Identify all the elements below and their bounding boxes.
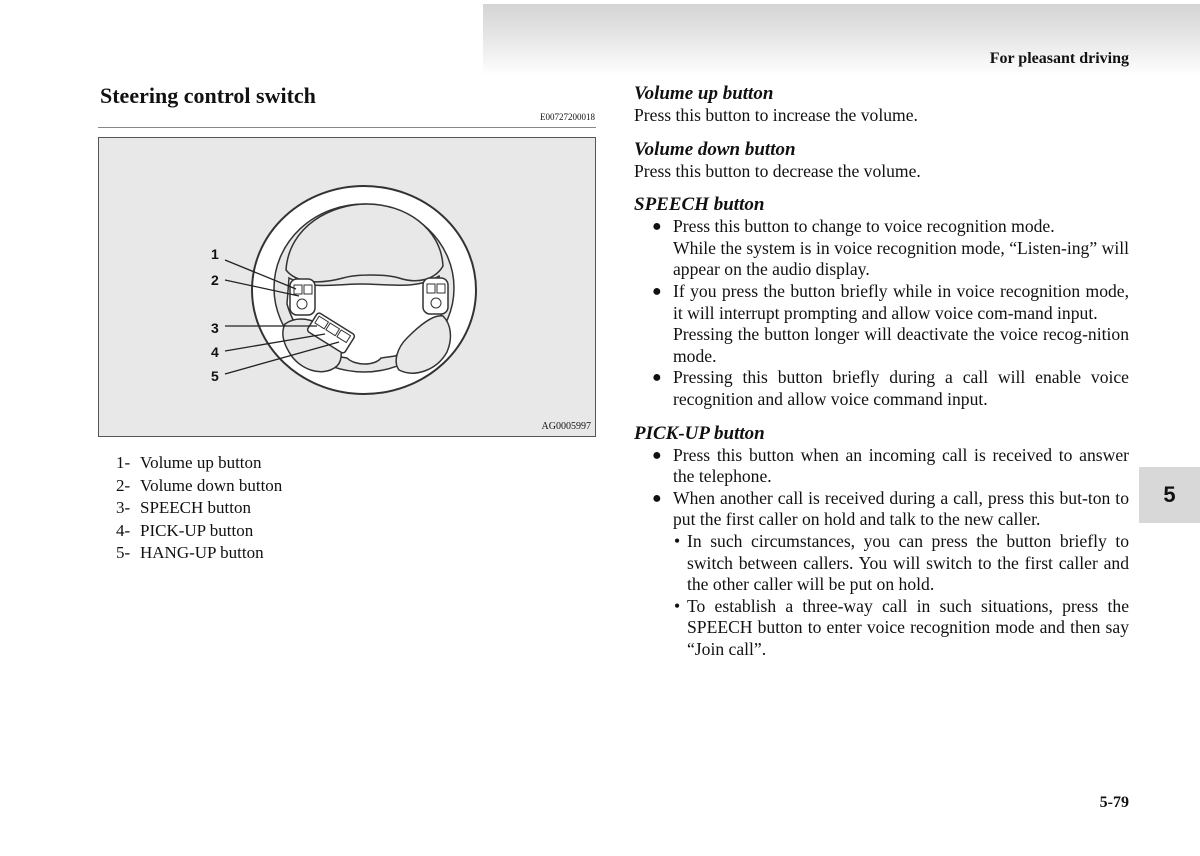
- right-pad-key-b: [437, 284, 445, 293]
- instructions-column: [634, 83, 1129, 660]
- bullet-dot-icon: ●: [652, 446, 662, 464]
- pick-up-subbullet-2: [634, 596, 1129, 661]
- steering-wheel-illustration: [99, 138, 595, 436]
- bullet-text: Pressing this button briefly during a call will enable voice recognition and allow voice command input.: [673, 367, 1129, 409]
- figure-code: AG0005997: [541, 421, 591, 432]
- speech-bullet-2-continuation: Pressing the button longer will deactivate the voice recog-nition mode.: [673, 324, 1129, 366]
- bullet-text: Press this button when an incoming call is received to answer the telephone.: [673, 444, 1129, 487]
- page-number: 5-79: [1099, 794, 1129, 811]
- bullet-dot-icon: ●: [652, 489, 662, 507]
- bullet-dot-icon: ●: [652, 282, 662, 300]
- section-code: E00727200018: [540, 112, 595, 122]
- legend-item: [116, 497, 282, 520]
- speech-bullet-2: [634, 281, 1129, 324]
- legend-item: [116, 520, 282, 543]
- legend-item: [116, 452, 282, 475]
- bullet-text: Press this button to change to voice recognition mode.: [673, 216, 1055, 237]
- legend-number: 5-: [116, 543, 131, 563]
- callout-4: 4: [211, 344, 219, 360]
- volume-up-switch: [294, 285, 302, 294]
- legend-number: 1-: [116, 453, 131, 472]
- speech-bullet-3: [634, 367, 1129, 410]
- legend-item: [116, 542, 282, 565]
- legend-label: HANG-UP button: [140, 543, 264, 563]
- right-switch-pad: [423, 278, 448, 314]
- pick-up-subbullet-1: [634, 531, 1129, 596]
- speech-heading: SPEECH button: [634, 194, 765, 216]
- legend-number: 4-: [116, 520, 131, 540]
- left-switch-pad: [290, 279, 315, 315]
- speech-bullet-1: [634, 216, 1129, 238]
- speech-bullet-1-continuation: While the system is in voice recognition mode, “Listen-ing” will appear on the audio display.: [673, 237, 1129, 280]
- legend-label: SPEECH button: [140, 498, 251, 518]
- bullet-text: If you press the button briefly while in voice recognition mode, it will interrupt prompting and allow voice com-mand input.: [673, 280, 1129, 323]
- bullet-dot-icon: ●: [652, 218, 662, 236]
- pick-up-bullet-1: [634, 445, 1129, 488]
- left-pad-dial: [297, 299, 307, 309]
- volume-down-text: Press this button to decrease the volume.: [634, 160, 921, 181]
- right-pad-dial: [431, 298, 441, 308]
- callout-1: 1: [211, 246, 219, 262]
- pick-up-bullet-2: [634, 488, 1129, 531]
- running-header: For pleasant driving: [989, 50, 1129, 67]
- subbullet-text: To establish a three-way call in such situations, press the SPEECH button to enter voice recognition mode and then say “Join call”.: [687, 595, 1129, 659]
- bullet-text: When another call is received during a call, press this but-ton to put the first caller on hold and talk to the new caller.: [673, 487, 1129, 530]
- legend-label: Volume up button: [140, 453, 262, 472]
- legend-number: 3-: [116, 498, 131, 518]
- legend-label: Volume down button: [140, 475, 283, 495]
- chapter-tab: 5: [1139, 467, 1200, 523]
- callout-3: 3: [211, 320, 219, 336]
- steering-wheel-figure: [98, 137, 596, 437]
- right-pad-key-a: [427, 284, 435, 293]
- legend-label: PICK-UP button: [140, 520, 254, 540]
- legend-number: 2-: [116, 475, 131, 495]
- pick-up-heading: PICK-UP button: [634, 422, 765, 444]
- sub-bullet-icon: •: [674, 595, 681, 616]
- volume-down-heading: Volume down button: [634, 138, 796, 160]
- sub-bullet-icon: •: [674, 530, 681, 551]
- subbullet-text: In such circumstances, you can press the button briefly to switch between callers. You will switch to the first caller and the other caller will be put on hold.: [687, 530, 1129, 595]
- volume-down-switch: [304, 285, 312, 294]
- callout-2: 2: [211, 272, 219, 288]
- title-rule: [98, 127, 596, 128]
- bullet-dot-icon: ●: [652, 369, 662, 387]
- volume-up-heading: Volume up button: [634, 83, 774, 104]
- section-title: Steering control switch: [100, 83, 316, 108]
- callout-5: 5: [211, 368, 219, 384]
- volume-up-text: Press this button to increase the volume.: [634, 105, 918, 125]
- legend-item: [116, 475, 282, 498]
- figure-legend: [116, 452, 282, 565]
